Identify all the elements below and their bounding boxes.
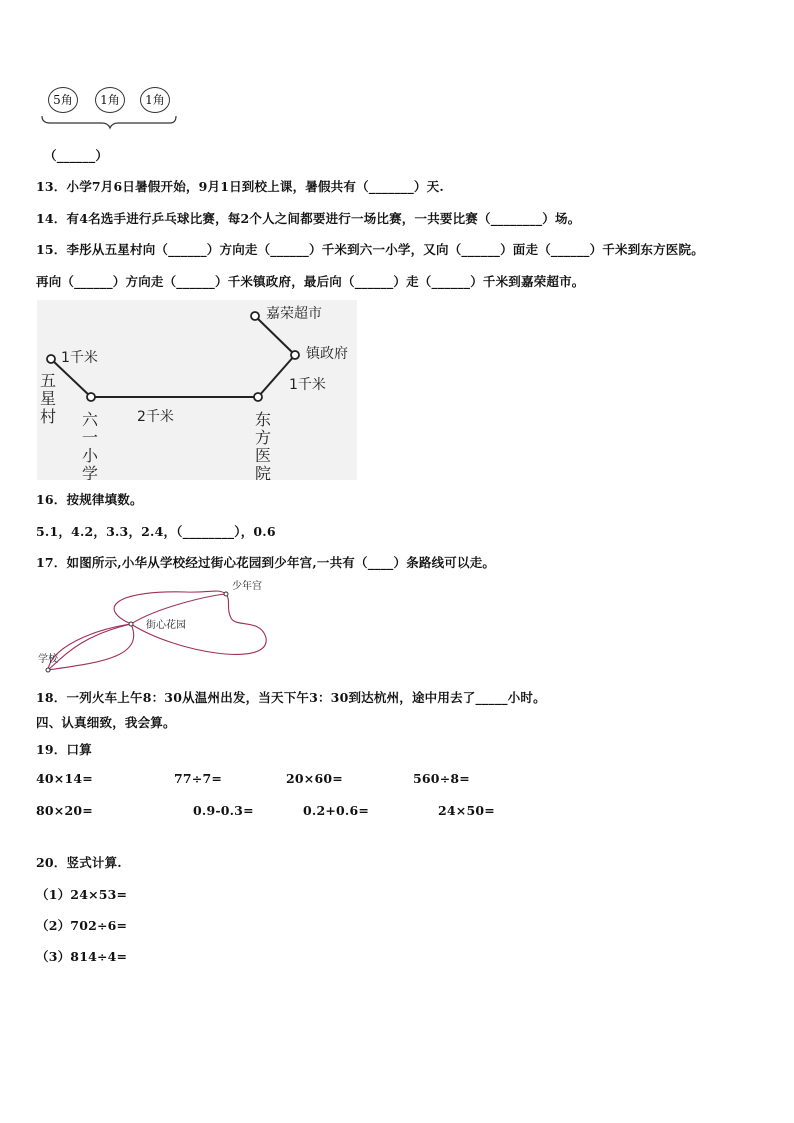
node-dongfang	[254, 393, 262, 401]
node-xuexiao	[46, 668, 50, 672]
q19-title: 19．口算	[36, 742, 92, 757]
coin-1jiao-a: 1角	[95, 87, 125, 113]
label-jiexin: 街心花园	[146, 620, 186, 631]
label-zhenzhengfu: 镇政府	[306, 346, 348, 362]
q17-text: 17．如图所示,小华从学校经过街心花园到少年宫,一共有（____）条路线可以走。	[36, 555, 496, 570]
q20-item-2: （2）702÷6=	[36, 918, 128, 933]
label-jiarong: 嘉荣超市	[266, 306, 322, 322]
q20-title: 20．竖式计算.	[36, 855, 122, 870]
q19-r2-c4: 24×50=	[438, 803, 495, 818]
coin-brace	[40, 114, 180, 130]
label-liuyi-2: 一	[82, 428, 99, 447]
q16-title: 16．按规律填数。	[36, 492, 143, 507]
label-wuxing-3: 村	[40, 407, 57, 426]
node-shaoniangong	[224, 592, 228, 596]
node-wuxing	[47, 355, 55, 363]
q15-line2: 再向（______）方向走（______）千米镇政府，最后向（______）走（______）千米到嘉荣超市。	[36, 274, 585, 289]
label-liuyi-4: 学	[82, 464, 99, 480]
label-wuxing-1: 五	[40, 371, 57, 390]
label-xuexiao: 学校	[38, 654, 58, 665]
q19-r1-c4: 560÷8=	[413, 771, 470, 786]
q19-r2-c3: 0.2+0.6=	[303, 803, 370, 818]
label-dongfang-4: 院	[255, 464, 272, 480]
q15-route-map	[37, 300, 357, 480]
q13-text: 13．小学7月6日暑假开始，9月1日到校上课，暑假共有（_______）天.	[36, 179, 444, 194]
coin-5jiao: 5角	[48, 87, 78, 113]
q19-r2-c1: 80×20=	[36, 803, 93, 818]
label-shaoniangong: 少年宫	[232, 581, 262, 592]
label-dist-top: 1千米	[289, 377, 326, 393]
q18-text: 18．一列火车上午8：30从温州出发，当天下午3：30到达杭州，途中用去了_____小时。	[36, 690, 546, 705]
q15-line1: 15．李彤从五星村向（______）方向走（______）千米到六一小学，又向（______）面走（______）千米到东方医院。	[36, 242, 704, 257]
q19-r1-c1: 40×14=	[36, 771, 93, 786]
label-liuyi-1: 六	[82, 410, 99, 429]
label-dist-mid: 2千米	[137, 409, 174, 425]
label-dongfang-1: 东	[255, 410, 272, 429]
coin-1jiao-b: 1角	[140, 87, 170, 113]
q19-r2-c2: 0.9-0.3=	[193, 803, 254, 818]
q12-answer-blank: （______）	[44, 148, 109, 163]
label-dist-left: 1千米	[61, 350, 98, 366]
node-zhenzhengfu	[291, 351, 299, 359]
q17-path-map	[36, 578, 276, 676]
label-wuxing-2: 星	[40, 389, 57, 408]
q20-item-3: （3）814÷4=	[36, 949, 128, 964]
q16-sequence: 5.1，4.2，3.3，2.4，（________），0.6	[36, 524, 276, 539]
q19-r1-c2: 77÷7=	[174, 771, 223, 786]
node-liuyi	[87, 393, 95, 401]
node-jiarong	[251, 312, 259, 320]
q19-r1-c3: 20×60=	[286, 771, 343, 786]
section4-title: 四、认真细致，我会算。	[36, 715, 176, 730]
node-jiexin	[129, 622, 133, 626]
label-dongfang-3: 医	[255, 446, 272, 465]
route-map-svg	[37, 300, 357, 480]
label-liuyi-3: 小	[82, 446, 99, 465]
label-dongfang-2: 方	[255, 428, 272, 447]
q14-text: 14．有4名选手进行乒乓球比赛，每2个人之间都要进行一场比赛，一共要比赛（________）场。	[36, 211, 581, 226]
q20-item-1: （1）24×53=	[36, 887, 128, 902]
